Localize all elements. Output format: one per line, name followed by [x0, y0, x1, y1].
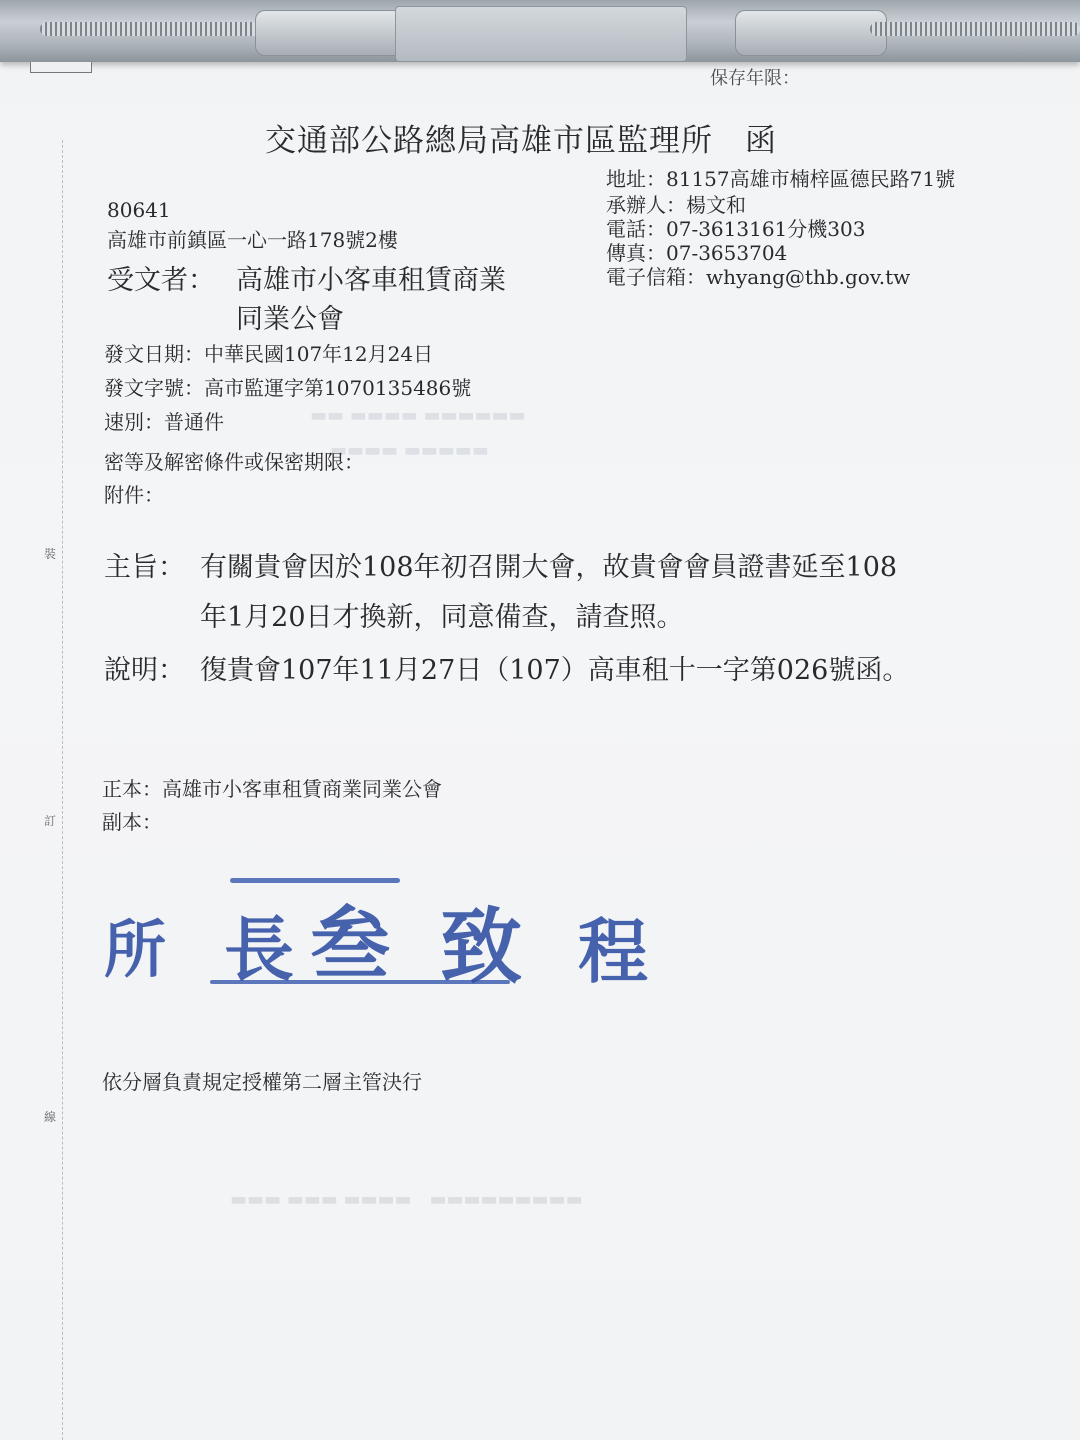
- director-signature-stamp: [100, 872, 680, 995]
- document-title: 交通部公路總局高雄市區監理所 函: [265, 123, 777, 159]
- issue-date: 發文日期：中華民國107年12月24日: [104, 342, 434, 366]
- binding-char: 裝: [44, 547, 57, 561]
- show-through-ghost: ▬▬▬▬ ▬▬▬▬▬: [330, 440, 489, 461]
- stamp-char: 所: [104, 913, 167, 986]
- contact-fax: 傳真：07-3653704: [606, 241, 788, 265]
- contact-handler: 承辦人：楊文和: [606, 193, 746, 217]
- clip-knob-right: [735, 10, 887, 56]
- binding-char: 訂: [44, 814, 57, 828]
- explanation-label: 說明：: [104, 655, 185, 686]
- attachment: 附件：: [104, 483, 164, 507]
- stamp-char: 程: [578, 910, 648, 993]
- clip-knob-left: [255, 10, 407, 56]
- subject-label: 主旨：: [104, 552, 185, 583]
- secrecy-level: 密等及解密條件或保密期限：: [104, 450, 364, 474]
- contact-address: 地址：81157高雄市楠梓區德民路71號: [606, 167, 956, 191]
- recipient-postal-code: 80641: [107, 198, 171, 222]
- document-number: 發文字號：高市監運字第1070135486號: [104, 376, 472, 400]
- retention-period: 保存年限：: [710, 68, 800, 89]
- clipboard-clip: [0, 0, 1080, 62]
- recipient-address: 高雄市前鎮區一心一路178號2樓: [107, 228, 398, 252]
- clip-logo-plate: [395, 6, 687, 62]
- recipient-name-line2: 同業公會: [236, 304, 344, 335]
- binding-char: 線: [44, 1110, 57, 1124]
- stamp-char: 叁: [310, 897, 390, 991]
- recipient-label: 受文者：: [107, 265, 215, 296]
- copy-recipient: 副本：: [102, 810, 162, 834]
- binding-line: [62, 140, 63, 1440]
- show-through-ghost: ▬▬▬ ▬▬▬ ▬▬▬▬ ▬▬▬▬▬▬▬▬▬: [230, 1189, 583, 1210]
- delivery-speed: 速別：普通件: [104, 410, 224, 434]
- clip-spring-left: [40, 22, 270, 36]
- stamp-char: 長: [224, 908, 294, 991]
- explanation-text: 復貴會107年11月27日（107）高車租十一字第026號函。: [200, 655, 910, 686]
- contact-email: 電子信箱：whyang@thb.gov.tw: [606, 265, 911, 289]
- authorization-note: 依分層負責規定授權第二層主管決行: [102, 1070, 422, 1094]
- corner-box: [30, 62, 92, 73]
- contact-phone: 電話：07-3613161分機303: [606, 217, 866, 241]
- original-recipient: 正本：高雄市小客車租賃商業同業公會: [102, 777, 442, 801]
- stamp-char: 致: [440, 899, 523, 995]
- show-through-ghost: ▬▬ ▬▬▬▬ ▬▬▬▬▬▬: [310, 405, 526, 426]
- subject-line1: 有關貴會因於108年初召開大會，故貴會會員證書延至108: [200, 552, 898, 583]
- clip-spring-right: [870, 22, 1080, 36]
- subject-line2: 年1月20日才換新，同意備查，請查照。: [200, 602, 684, 633]
- recipient-name-line1: 高雄市小客車租賃商業: [236, 265, 506, 296]
